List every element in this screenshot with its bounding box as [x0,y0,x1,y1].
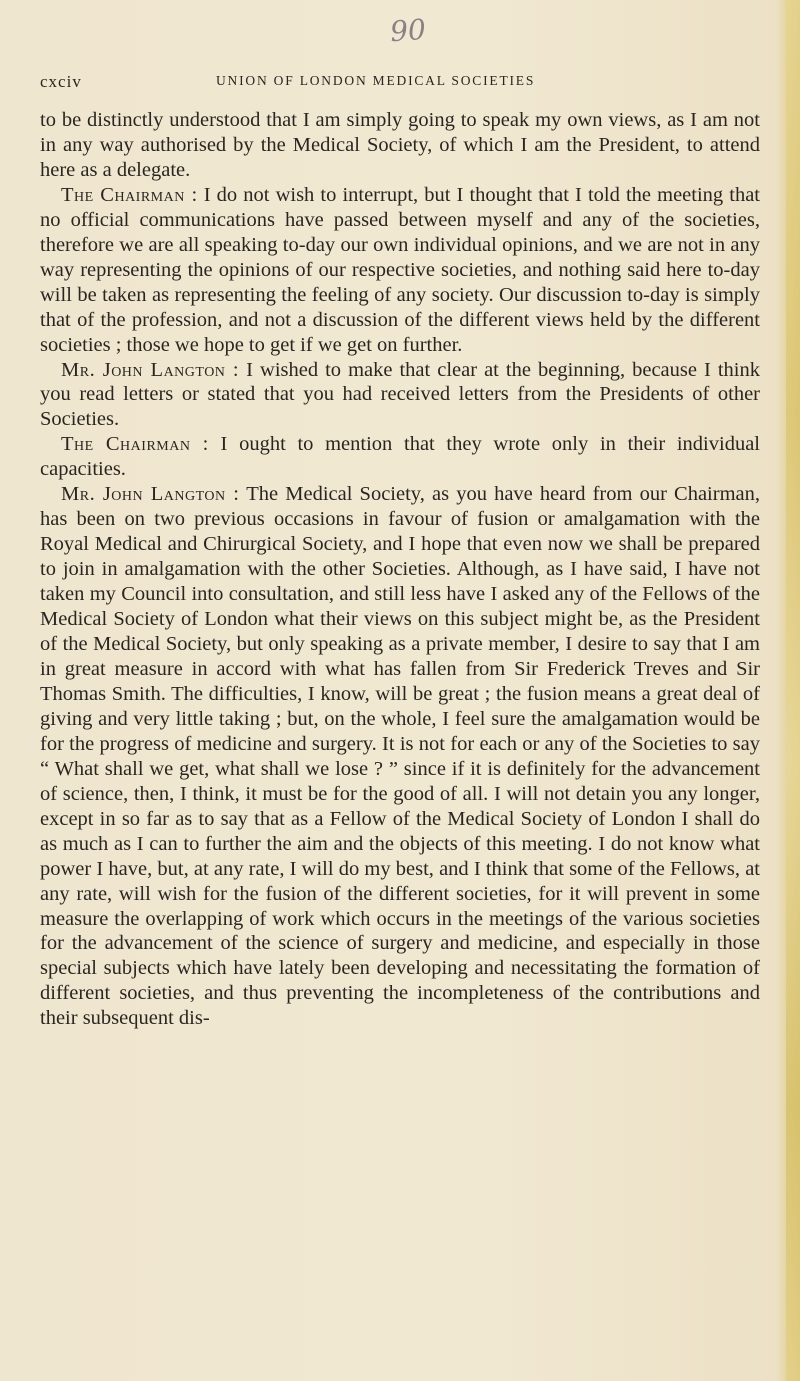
paragraph-4 [40,432,760,482]
handwritten-note: 90 [389,12,427,49]
paragraph-text: I ought to mention that they wrote only in their individual capacities. [40,433,760,481]
paragraph-text: to be distinctly understood that I am simply going to speak my own views, as I am not in any way authorised by the Medical Society, of which I am the President, to attend here as a delegate. [40,109,760,181]
speaker-name: The Chairman : [61,183,198,206]
body-text [40,108,760,1031]
speaker-name: Mr. John Langton : [61,358,240,381]
speaker-name: Mr. John Langton : [61,483,240,506]
paragraph-5 [40,482,760,1031]
page-edge-stain [786,0,800,1381]
paragraph-3 [40,358,760,433]
running-header [40,72,760,96]
paragraph-2 [40,183,760,358]
running-title: UNION OF LONDON MEDICAL SOCIETIES [216,73,536,88]
paragraph-text: The Medical Society, as you have heard from our Chairman, has been on two previous occasions in favour of fusion or amalgamation with the Royal Medical and Chirurgical Society, and I hope that even now we shall be prepared to join in amalgamation with the other Societies. Although, as I have said, I have not taken my Council into consultation, and still less have I asked any of the Fellows of the Medical Society of London what their views on this subject might be, as the President of the Medical Society, but only speaking as a private member, I desire to say that I am in great measure in accord with what has fallen from Sir Frederick Treves and Sir Thomas Smith. The difficulties, I know, will be great ; the fusion means a great deal of giving and very little taking ; but, on the whole, I feel sure the amalgamation would be for the progress of medicine and surgery. It is not for each or any of the Societies to say “ What shall we get, what shall we lose ? ” since if it is definitely for the advancement of science, then, I think, it must be for the good of all. I will not detain you any longer, except in so far as to say that as a Fellow of the Medical Society of London I shall do as much as I can to further the aim and the objects of this meeting. I do not know what power I have, but, at any rate, I will do my best, and I think that some of the Fellows, at any rate, will wish for the fusion of the different societies, for it will prevent in some measure the overlapping of work which occurs in the meetings of the various societies for the advancement of the science of surgery and medicine, and especially in those special subjects which have lately been developing and necessitating the formation of different societies, and thus preventing the incompleteness of the contributions and their subsequent dis- [40,483,760,1030]
paragraph-text: I wished to make that clear at the beginning, because I think you read letters or stated that you had received letters from the Presidents of other Societies. [40,358,760,431]
page-number: cxciv [40,72,82,91]
speaker-name: The Chairman : [61,433,209,456]
paragraph-1 [40,108,760,183]
paragraph-text: I do not wish to interrupt, but I thought that I told the meeting that no official communications have passed between myself and any of the societies, therefore we are all speaking to-day our own individual opinions, and we are not in any way representing the opinions of our respective societies, and nothing said here to-day will be taken as representing the feeling of any society. Our discussion to-day is simply that of the profession, and not a discussion of the different views held by the different societies ; those we hope to get if we get on further. [40,183,760,356]
